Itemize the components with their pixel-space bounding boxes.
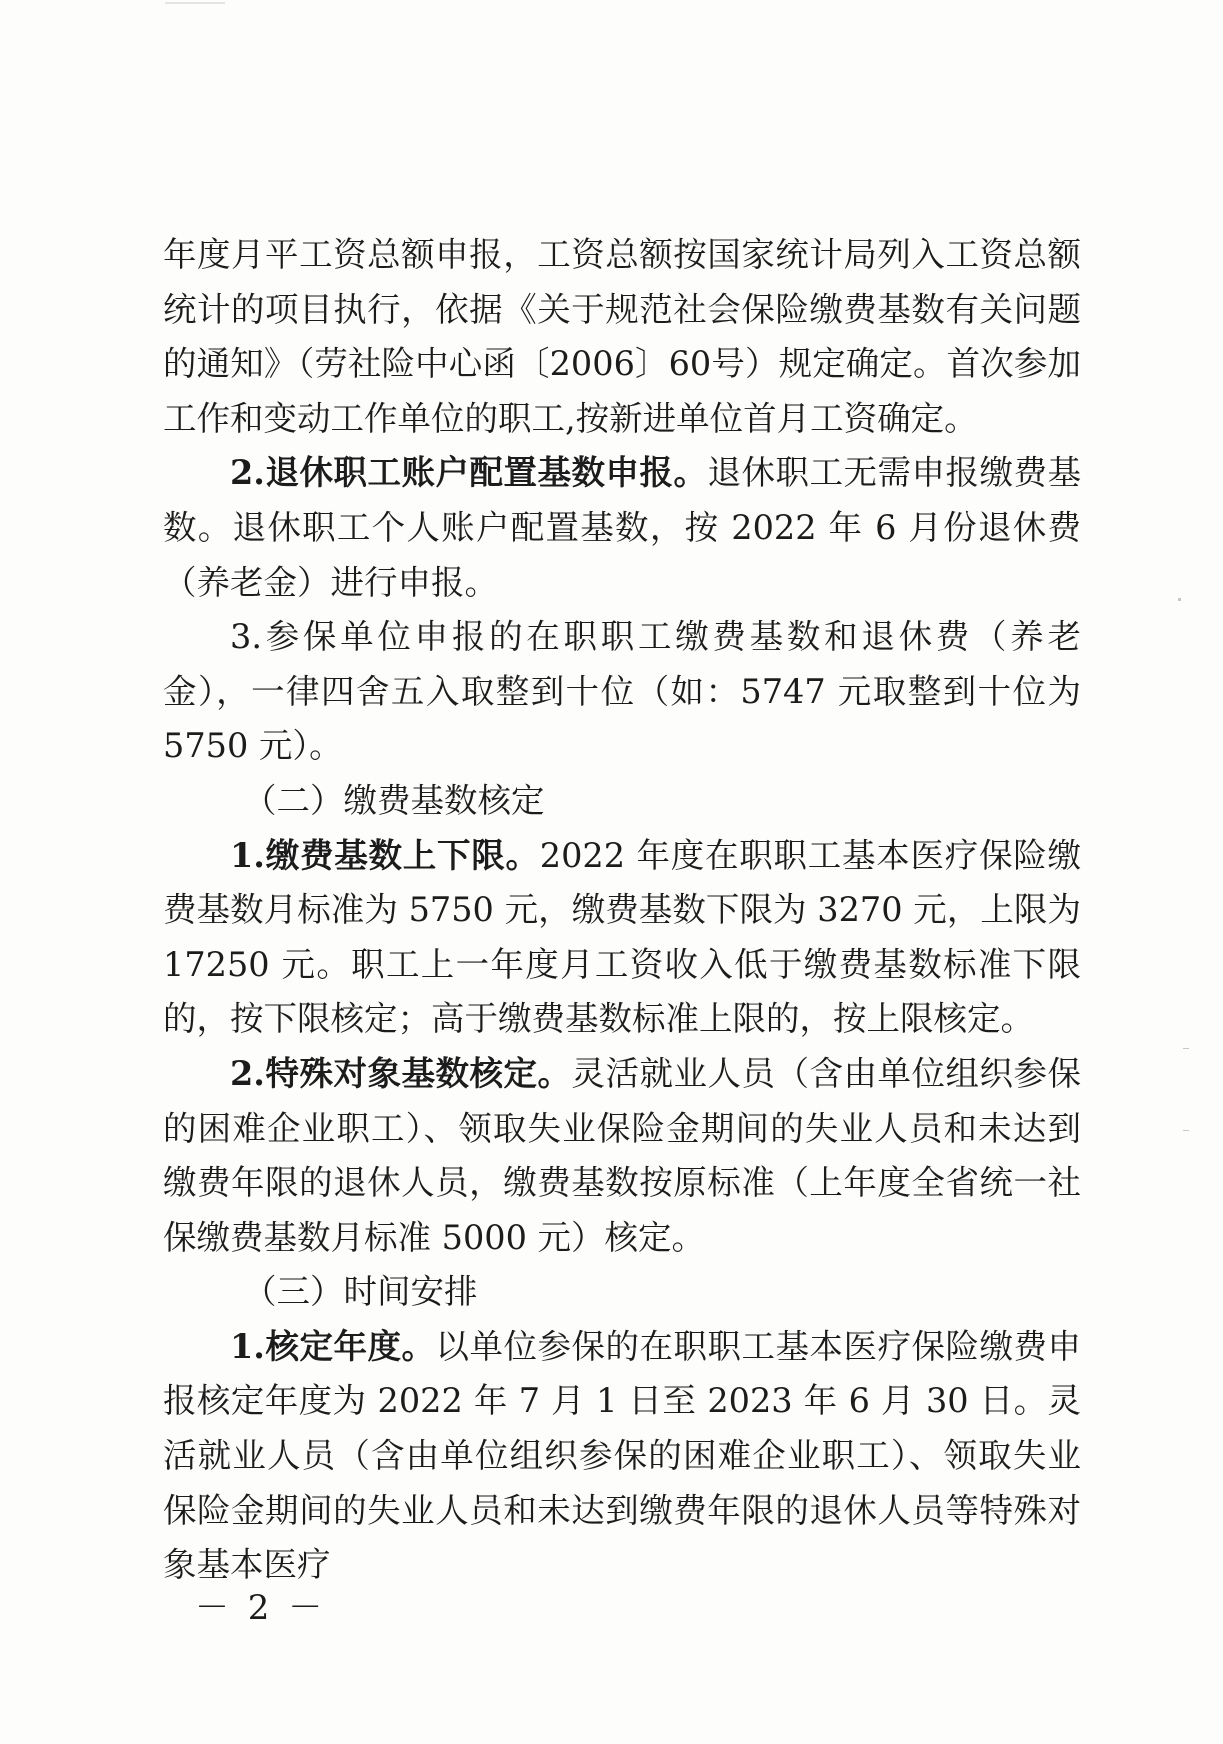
document-body xyxy=(163,228,1081,1593)
paragraph-text: 灵活就业人员（含由单位组织参保的困难企业职工）、领取失业保险金期间的失业人员和未达到缴费年限的退休人员，缴费基数按原标准（上年度全省统一社保缴费基数月标准 5000 元）核定。 xyxy=(163,1053,1081,1257)
paragraph-retiree-base xyxy=(163,446,1081,610)
paragraph-text: 2022 年度在职职工基本医疗保险缴费基数月标准为 5750 元，缴费基数下限为 3270 元，上限为 17250 元。职工上一年度月工资收入低于缴费基数标准下限的，按下限核定；高于缴费基数标准上限的，按上限核定。 xyxy=(163,835,1081,1039)
paragraph-lead: 1.缴费基数上下限。 xyxy=(230,835,540,875)
paragraph-base-limits xyxy=(163,829,1081,1047)
paragraph-text: 年度月平工资总额申报，工资总额按国家统计局列入工资总额统计的项目执行，依据《关于规范社会保险缴费基数有关问题的通知》（劳社险中心函〔2006〕60号）规定确定。首次参加工作和变动工作单位的职工,按新进单位首月工资确定。 xyxy=(163,235,1081,438)
section-heading-schedule xyxy=(163,1265,1081,1320)
scan-speck xyxy=(1183,1130,1189,1131)
heading-text: （三）时间安排 xyxy=(243,1272,478,1312)
scan-speck xyxy=(1178,598,1181,601)
paragraph-verification-year xyxy=(163,1320,1081,1593)
paragraph-wage-declaration xyxy=(163,228,1081,446)
heading-text: （二）缴费基数核定 xyxy=(243,780,545,820)
paragraph-special-groups xyxy=(163,1047,1081,1265)
section-heading-base-verification xyxy=(163,774,1081,829)
paragraph-lead: 2.特殊对象基数核定。 xyxy=(230,1053,572,1093)
paragraph-text: 3.参保单位申报的在职职工缴费基数和退休费（养老金），一律四舍五入取整到十位（如：5747 元取整到十位为 5750 元）。 xyxy=(163,617,1081,766)
scan-speck xyxy=(165,2,225,4)
paragraph-lead: 2.退休职工账户配置基数申报。 xyxy=(230,453,708,493)
paragraph-rounding-rule xyxy=(163,610,1081,774)
paragraph-text: 退休职工无需申报缴费基数。退休职工个人账户配置基数，按 2022 年 6 月份退休费（养老金）进行申报。 xyxy=(163,453,1081,602)
paragraph-lead: 1.核定年度。 xyxy=(230,1326,436,1366)
scan-speck xyxy=(1183,1048,1189,1049)
page-number: － 2 － xyxy=(195,1588,327,1628)
paragraph-text: 以单位参保的在职职工基本医疗保险缴费申报核定年度为 2022 年 7 月 1 日至 2023 年 6 月 30 日。灵活就业人员（含由单位组织参保的困难企业职工）、领取失业保险金期间的失业人员和未达到缴费年限的退休人员等特殊对象基本医疗 xyxy=(163,1326,1081,1585)
